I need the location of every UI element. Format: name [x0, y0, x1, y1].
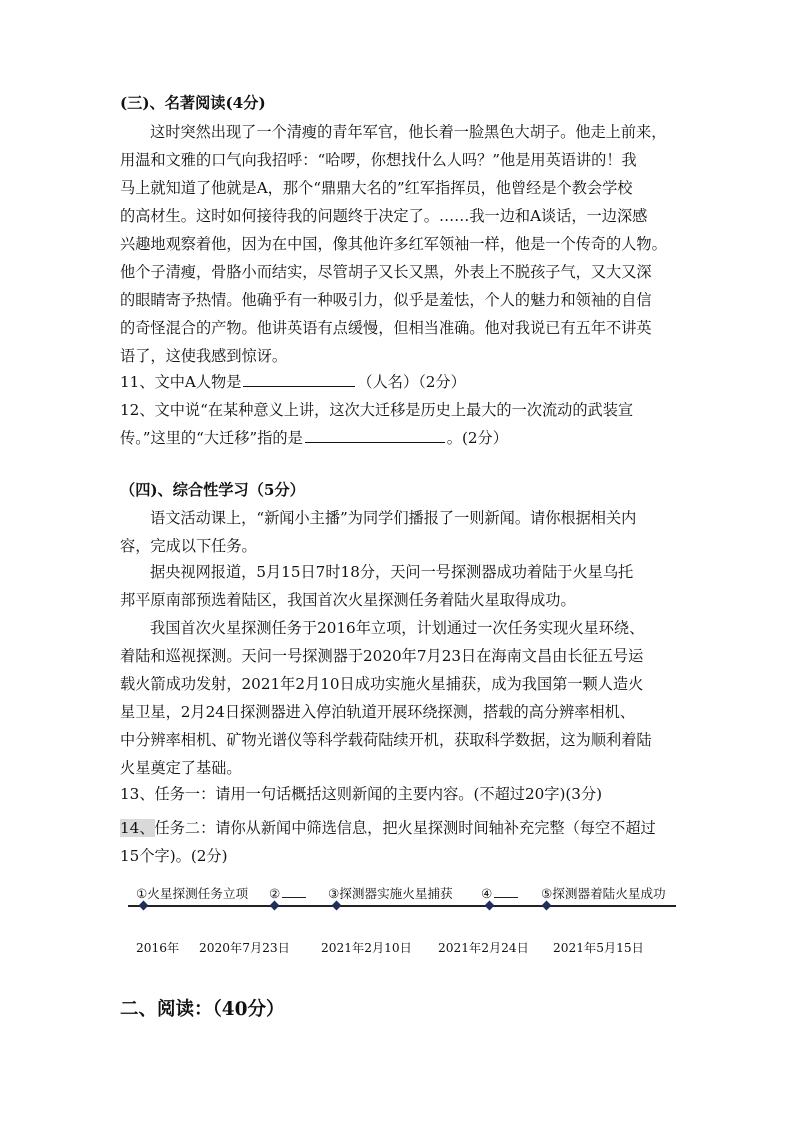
question-11-suffix: （人名）（2分）	[357, 373, 466, 391]
passage-line: 这时突然出现了一个清瘦的青年军官，他长着一脸黑色大胡子。他走上前来，	[150, 123, 667, 141]
passage-line: 马上就知道了他就是A，那个“鼎鼎大名的”红军指挥员，他曾经是个教会学校	[120, 179, 633, 197]
question-12-text: 传。”这里的“大迁移”指的是	[120, 429, 303, 447]
question-11	[120, 372, 466, 392]
question-14-line2: 15个字)。(2分)	[120, 847, 228, 865]
timeline-marker	[332, 901, 342, 911]
question-12-line1: 12、文中说“在某种意义上讲，这次大迁移是历史上最大的一次流动的武装宣	[120, 401, 634, 419]
question-14-number: 14、	[120, 819, 155, 837]
question-12-line2	[120, 428, 508, 448]
passage-line: 的高材生。这时如何接待我的问题终于决定了。……我一边和A谈话，一边深感	[120, 207, 648, 225]
passage-line: 用温和文雅的口气向我招呼：“哈啰，你想找什么人吗？”他是用英语讲的！我	[120, 151, 637, 169]
news-line: 我国首次火星探测任务于2016年立项，计划通过一次任务实现火星环绕、	[150, 619, 645, 637]
news-line: 星卫星，2月24日探测器进入停泊轨道开展环绕探测，搭载的高分辨率相机、	[120, 703, 635, 721]
timeline-marker	[270, 901, 280, 911]
passage-line: 语了，这使我感到惊讶。	[120, 347, 288, 365]
part2-heading: 二、阅读：（40分）	[120, 999, 285, 1020]
answer-blank-12[interactable]	[305, 428, 445, 443]
timeline-label-1: ①火星探测任务立项	[136, 886, 249, 901]
section4-heading: （四)、综合性学习（5分）	[120, 481, 305, 499]
news-line: 着陆和巡视探测。天问一号探测器于2020年7月23日在海南文昌由长征五号运	[120, 647, 644, 665]
question-14-text: 任务二：请你从新闻中筛选信息，把火星探测时间轴补充完整（每空不超过	[154, 819, 656, 837]
passage-line: 他个子清瘦，骨胳小而结实，尽管胡子又长又黑，外表上不脱孩子气，又大又深	[120, 263, 652, 281]
question-11-text: 11、文中A人物是	[120, 373, 242, 391]
timeline-date: 2021年5月15日	[553, 941, 644, 955]
intro-line: 语文活动课上，“新闻小主播”为同学们播报了一则新闻。请你根据相关内	[150, 509, 637, 527]
question-14-line1	[120, 818, 656, 838]
section3-heading: (三)、名著阅读(4分)	[120, 94, 266, 112]
news-line: 火星奠定了基础。	[120, 759, 242, 777]
timeline-label-3: ③探测器实施火星捕获	[328, 886, 453, 901]
intro-line: 容，完成以下任务。	[120, 537, 257, 555]
timeline-date: 2020年7月23日	[199, 941, 290, 955]
timeline-date: 2021年2月10日	[321, 941, 412, 955]
timeline-marker	[542, 901, 552, 911]
timeline-blank-4[interactable]	[494, 886, 518, 898]
passage-line: 兴趣地观察着他，因为在中国，像其他许多红军领袖一样，他是一个传奇的人物。	[120, 235, 667, 253]
timeline-label-4-text: ④	[481, 886, 493, 901]
news-line: 载火箭成功发射，2021年2月10日成功实施火星捕获，成为我国第一颗人造火	[120, 675, 644, 693]
timeline-label-4	[481, 886, 518, 902]
question-12-suffix: 。(2分）	[446, 429, 508, 447]
timeline-date: 2016年	[136, 941, 180, 955]
timeline-marker	[485, 901, 495, 911]
answer-blank-11[interactable]	[243, 372, 355, 387]
timeline-marker	[139, 901, 149, 911]
passage-line: 的奇怪混合的产物。他讲英语有点缓慢，但相当准确。他对我说已有五年不讲英	[120, 319, 652, 337]
timeline-label-5: ⑤探测器着陆火星成功	[541, 886, 666, 901]
timeline-label-2	[269, 886, 306, 902]
passage-line: 的眼睛寄予热情。他确乎有一种吸引力，似乎是羞怯，个人的魅力和领袖的自信	[120, 291, 652, 309]
question-13: 13、任务一：请用一句话概括这则新闻的主要内容。(不超过20字)(3分)	[120, 785, 603, 803]
timeline-axis	[128, 905, 676, 907]
news-line: 据央视网报道，5月15日7时18分，天问一号探测器成功着陆于火星乌托	[150, 563, 634, 581]
timeline-label-2-text: ②	[269, 886, 281, 901]
timeline-date: 2021年2月24日	[438, 941, 529, 955]
news-line: 邦平原南部预选着陆区，我国首次火星探测任务着陆火星取得成功。	[120, 591, 576, 609]
news-line: 中分辨率相机、矿物光谱仪等科学载荷陆续开机，获取科学数据，这为顺利着陆	[120, 731, 652, 749]
timeline-blank-2[interactable]	[282, 886, 306, 898]
